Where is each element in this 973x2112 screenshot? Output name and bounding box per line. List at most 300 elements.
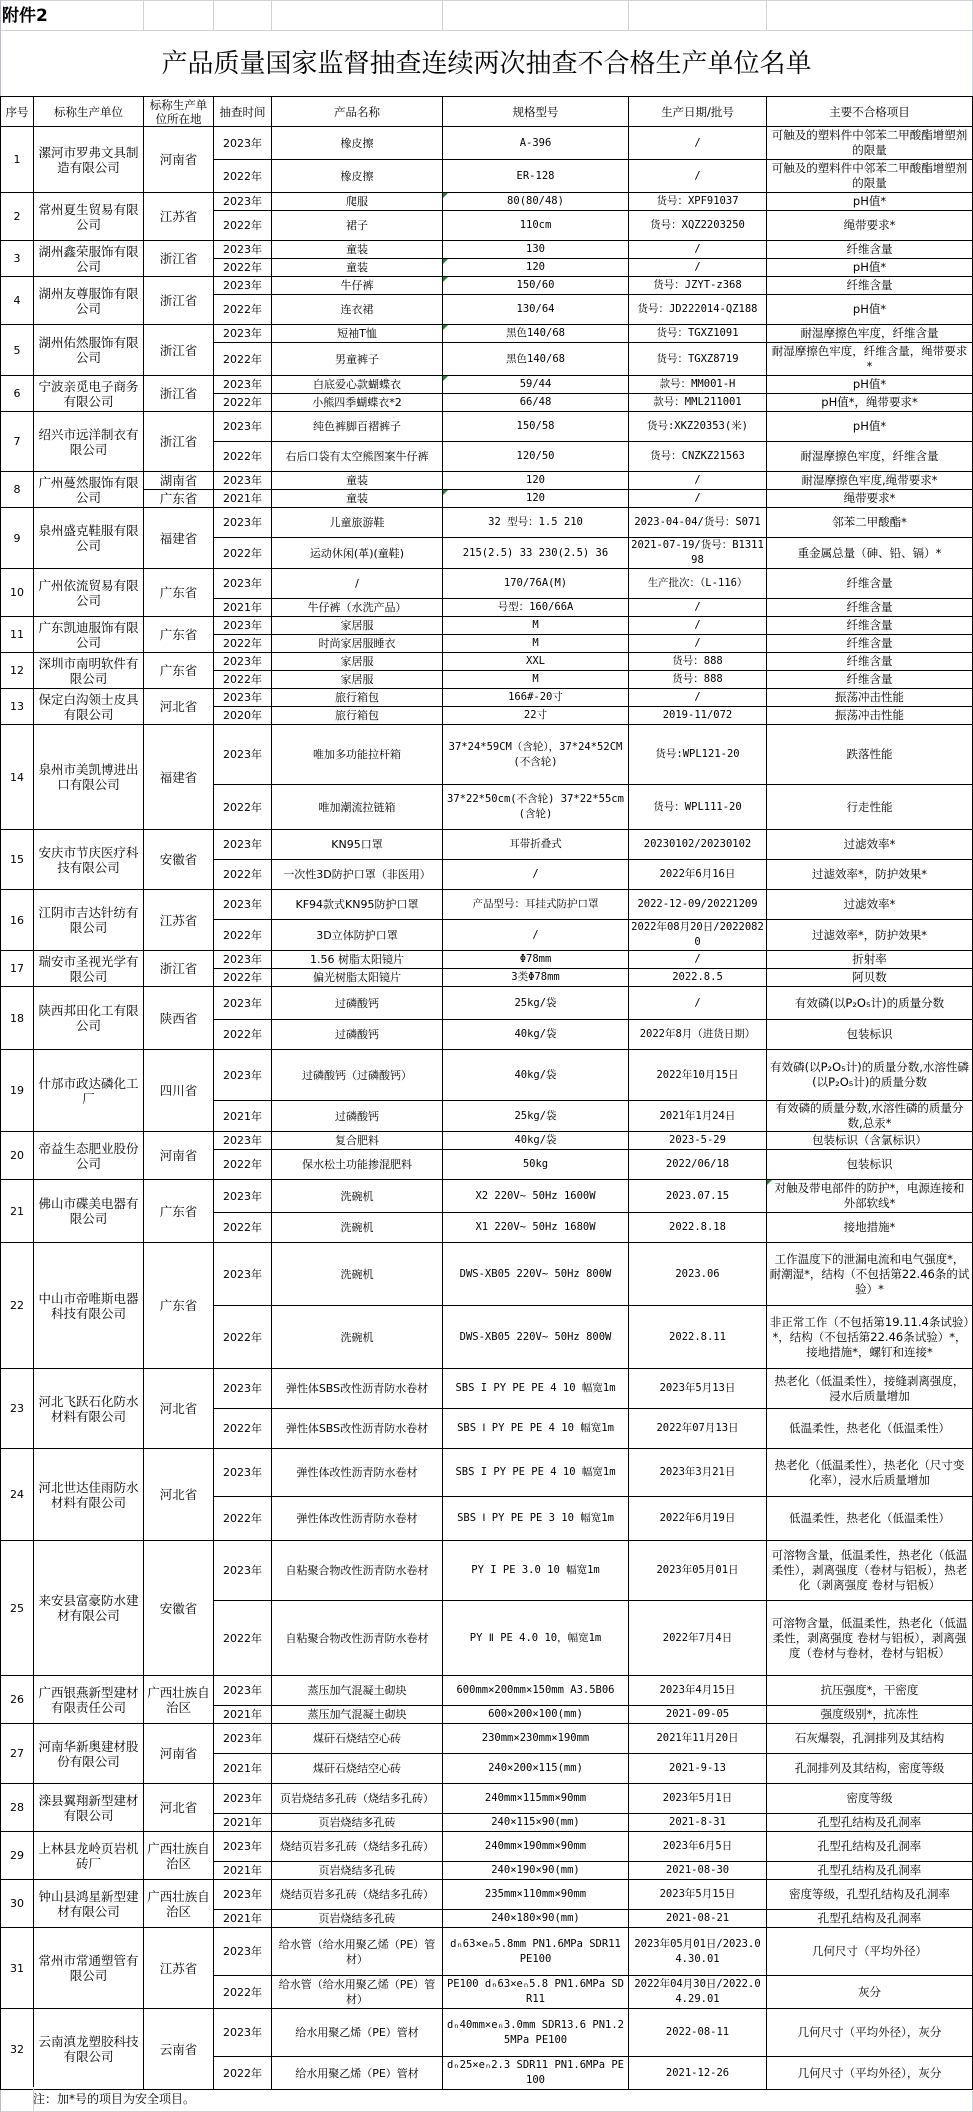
cell-no: 31 xyxy=(1,1928,34,2009)
table-row xyxy=(1,241,973,259)
cell-no: 5 xyxy=(1,325,34,376)
table-row xyxy=(1,1132,973,1150)
cell-province: 湖南省 xyxy=(144,472,214,490)
cell-spec: M xyxy=(443,671,629,689)
cell-province: 河南省 xyxy=(144,1724,214,1784)
cell-company: 广州蔓然服饰有限公司 xyxy=(34,472,144,508)
cell-product: 页岩烧结多孔砖 xyxy=(272,1862,443,1880)
cell-product: 旅行箱包 xyxy=(272,707,443,725)
cell-no: 22 xyxy=(1,1243,34,1369)
cell-defect: 跌落性能 xyxy=(767,725,973,785)
cell-defect: 有效磷(以P₂O₅计)的质量分数 xyxy=(767,987,973,1020)
cell-company: 江阴市吉达针纺有限公司 xyxy=(34,890,144,951)
cell-province: 广西壮族自治区 xyxy=(144,1676,214,1724)
table-row xyxy=(1,1724,973,1754)
cell-defect: 振荡冲击性能 xyxy=(767,707,973,725)
cell-batch: / xyxy=(629,689,767,707)
cell-no: 11 xyxy=(1,617,34,653)
cell-spec: 32 型号：1.5 210 xyxy=(443,508,629,538)
cell-spec: 50kg xyxy=(443,1150,629,1180)
cell-product: 烧结页岩多孔砖（烧结多孔砖） xyxy=(272,1832,443,1862)
cell-year: 2023年 xyxy=(214,987,272,1020)
cell-product: 连衣裙 xyxy=(272,295,443,325)
table-row xyxy=(1,569,973,599)
cell-defect: 耐湿摩擦色牢度，纤维含量 xyxy=(767,325,973,343)
cell-company: 河北世达佳雨防水材料有限公司 xyxy=(34,1449,144,1541)
cell-defect: 行走性能 xyxy=(767,785,973,830)
cell-product: 儿童旅游鞋 xyxy=(272,508,443,538)
cell-batch: 货号:XKZ20353(米) xyxy=(629,412,767,442)
cell-batch: 2023-5-29 xyxy=(629,1132,767,1150)
cell-year: 2023年 xyxy=(214,376,272,394)
cell-spec: PY Ⅱ PE 4.0 10，幅宽1m xyxy=(443,1601,629,1676)
table-row xyxy=(1,490,973,508)
cell-defect: 可触及的塑料件中邻苯二甲酸酯增塑剂的限量 xyxy=(767,160,973,193)
cell-no: 18 xyxy=(1,987,34,1050)
cell-defect: 几何尺寸（平均外径），灰分 xyxy=(767,2057,973,2090)
cell-company: 湖州友尊服饰有限公司 xyxy=(34,277,144,325)
cell-company: 上林县龙岭页岩机砖厂 xyxy=(34,1832,144,1880)
cell-batch: 2021-9-13 xyxy=(629,1754,767,1784)
noncompliant-producers-table xyxy=(0,96,973,2090)
cell-no: 15 xyxy=(1,830,34,890)
table-row xyxy=(1,325,973,343)
cell-company: 滦县翼翔新型建材有限公司 xyxy=(34,1784,144,1832)
cell-defect: 密度等级，孔型孔结构及孔洞率 xyxy=(767,1880,973,1910)
table-row xyxy=(1,1541,973,1601)
cell-product: 右后口袋有太空熊图案牛仔裤 xyxy=(272,442,443,472)
cell-year: 2023年 xyxy=(214,1880,272,1910)
cell-year: 2022年 xyxy=(214,785,272,830)
gridline xyxy=(0,30,973,31)
gridline xyxy=(766,0,767,30)
cell-year: 2022年 xyxy=(214,635,272,653)
cell-defect: 耐湿摩擦色牢度，纤维含量，绳带要求* xyxy=(767,343,973,376)
cell-year: 2023年 xyxy=(214,1676,272,1706)
cell-batch: 货号：888 xyxy=(629,671,767,689)
cell-product: 页岩烧结多孔砖 xyxy=(272,1814,443,1832)
cell-spec: 240×200×115(mm) xyxy=(443,1754,629,1784)
cell-spec: DWS-XB05 220V~ 50Hz 800W xyxy=(443,1243,629,1306)
cell-product: 保水松土功能掺混肥料 xyxy=(272,1150,443,1180)
cell-batch: 2023年6月5日 xyxy=(629,1832,767,1862)
cell-year: 2021年 xyxy=(214,1814,272,1832)
cell-product: 给水管（给水用聚乙烯（PE）管材） xyxy=(272,1928,443,1976)
cell-year: 2020年 xyxy=(214,707,272,725)
cell-product: 纯色裤脚百褶裤子 xyxy=(272,412,443,442)
table-row xyxy=(1,1180,973,1213)
cell-batch: 2023-04-04/货号：S071 xyxy=(629,508,767,538)
cell-spec: 240×115×90(mm) xyxy=(443,1814,629,1832)
cell-year: 2021年 xyxy=(214,1754,272,1784)
cell-no: 19 xyxy=(1,1050,34,1132)
cell-batch: 2023年05月01日 xyxy=(629,1541,767,1601)
cell-year: 2023年 xyxy=(214,830,272,860)
cell-product: 弹性体SBS改性沥青防水卷材 xyxy=(272,1369,443,1409)
cell-spec: 600mm×200mm×150mm A3.5B06 xyxy=(443,1676,629,1706)
cell-batch: / xyxy=(629,472,767,490)
table-row xyxy=(1,653,973,671)
column-header-product: 产品名称 xyxy=(272,97,443,127)
cell-province: 浙江省 xyxy=(144,277,214,325)
cell-defect: 几何尺寸（平均外径） xyxy=(767,1928,973,1976)
table-row xyxy=(1,508,973,538)
cell-batch: 货号：CNZKZ21563 xyxy=(629,442,767,472)
cell-defect: 孔洞排列及其结构，密度等级 xyxy=(767,1754,973,1784)
cell-product: 煤矸石烧结空心砖 xyxy=(272,1724,443,1754)
cell-defect: pH值* xyxy=(767,259,973,277)
cell-year: 2023年 xyxy=(214,1832,272,1862)
cell-company: 宁波亲觅电子商务有限公司 xyxy=(34,376,144,412)
cell-product: 唯加潮流拉链箱 xyxy=(272,785,443,830)
cell-year: 2023年 xyxy=(214,472,272,490)
cell-year: 2022年 xyxy=(214,920,272,951)
cell-year: 2022年 xyxy=(214,1409,272,1449)
cell-province: 浙江省 xyxy=(144,376,214,412)
cell-defect: 过滤效率*，防护效果* xyxy=(767,860,973,890)
cell-province: 广东省 xyxy=(144,1180,214,1243)
gridline xyxy=(442,0,443,30)
cell-product: 洗碗机 xyxy=(272,1213,443,1243)
column-header-defect: 主要不合格项目 xyxy=(767,97,973,127)
cell-company: 陕西邦田化工有限公司 xyxy=(34,987,144,1050)
cell-batch: / xyxy=(629,259,767,277)
cell-defect: 绳带要求* xyxy=(767,211,973,241)
cell-spec: 150/58 xyxy=(443,412,629,442)
cell-no: 26 xyxy=(1,1676,34,1724)
cell-batch: 货号：JZYT-z368 xyxy=(629,277,767,295)
cell-batch: 款号：MML211001 xyxy=(629,394,767,412)
cell-batch: 2023年3月21日 xyxy=(629,1449,767,1497)
cell-province: 安徽省 xyxy=(144,830,214,890)
table-row xyxy=(1,1449,973,1497)
cell-spec: XXL xyxy=(443,653,629,671)
cell-defect: pH值* xyxy=(767,376,973,394)
cell-batch: 货号:WPL121-20 xyxy=(629,725,767,785)
cell-product: 给水用聚乙烯（PE）管材 xyxy=(272,2009,443,2057)
cell-year: 2022年 xyxy=(214,211,272,241)
cell-spec: dₙ63×eₙ5.8mm PN1.6MPa SDR11 PE100 xyxy=(443,1928,629,1976)
cell-product: 1.56 树脂太阳镜片 xyxy=(272,951,443,969)
cell-spec: 120 xyxy=(443,259,629,277)
cell-spec: 240mm×190mm×90mm xyxy=(443,1832,629,1862)
cell-no: 7 xyxy=(1,412,34,472)
cell-company: 广东凯迪服饰有限公司 xyxy=(34,617,144,653)
cell-defect: 孔型孔结构及孔洞率 xyxy=(767,1814,973,1832)
cell-defect: 强度级别*，抗冻性 xyxy=(767,1706,973,1724)
cell-year: 2022年 xyxy=(214,160,272,193)
cell-product: 短袖T恤 xyxy=(272,325,443,343)
cell-spec: SBS Ⅰ PY PE PE 4 10 幅宽1m xyxy=(443,1409,629,1449)
column-header-no: 序号 xyxy=(1,97,34,127)
cell-province: 浙江省 xyxy=(144,412,214,472)
cell-province: 江苏省 xyxy=(144,890,214,951)
cell-province: 福建省 xyxy=(144,725,214,830)
cell-defect: 耐湿摩擦色牢度，纤维含量 xyxy=(767,442,973,472)
cell-company: 广州依流贸易有限公司 xyxy=(34,569,144,617)
cell-year: 2023年 xyxy=(214,1724,272,1754)
cell-year: 2023年 xyxy=(214,412,272,442)
cell-year: 2023年 xyxy=(214,325,272,343)
gridline xyxy=(0,0,973,1)
cell-batch: 2022年08月20日/20220820 xyxy=(629,920,767,951)
cell-year: 2022年 xyxy=(214,671,272,689)
cell-no: 1 xyxy=(1,127,34,193)
table-row xyxy=(1,1832,973,1862)
cell-no: 13 xyxy=(1,689,34,725)
cell-spec: DWS-XB05 220V~ 50Hz 800W xyxy=(443,1306,629,1369)
table-header-row xyxy=(1,97,973,127)
cell-product: 橡皮擦 xyxy=(272,160,443,193)
cell-no: 25 xyxy=(1,1541,34,1676)
cell-spec: M xyxy=(443,635,629,653)
cell-year: 2023年 xyxy=(214,617,272,635)
cell-batch: 货号：TGXZ8719 xyxy=(629,343,767,376)
cell-batch: 2021-8-31 xyxy=(629,1814,767,1832)
cell-product: 童装 xyxy=(272,472,443,490)
cell-product: 弹性体改性沥青防水卷材 xyxy=(272,1497,443,1541)
cell-province: 广东省 xyxy=(144,617,214,653)
cell-province: 福建省 xyxy=(144,508,214,569)
cell-province: 广西壮族自治区 xyxy=(144,1880,214,1928)
column-header-year: 抽查时间 xyxy=(214,97,272,127)
cell-year: 2022年 xyxy=(214,1213,272,1243)
cell-defect: 孔型孔结构及孔洞率 xyxy=(767,1910,973,1928)
cell-spec: ER-128 xyxy=(443,160,629,193)
cell-batch: 2023年4月15日 xyxy=(629,1676,767,1706)
cell-defect: 纤维含量 xyxy=(767,241,973,259)
cell-year: 2023年 xyxy=(214,1243,272,1306)
cell-product: 过磷酸钙（过磷酸钙） xyxy=(272,1050,443,1101)
cell-defect: 纤维含量 xyxy=(767,617,973,635)
cell-year: 2022年 xyxy=(214,2057,272,2090)
cell-province: 浙江省 xyxy=(144,241,214,277)
cell-year: 2023年 xyxy=(214,890,272,920)
cell-batch: 2022-12-09/20221209 xyxy=(629,890,767,920)
cell-company: 泉州市美凯博进出口有限公司 xyxy=(34,725,144,830)
cell-product: 复合肥料 xyxy=(272,1132,443,1150)
cell-batch: 2022年04月30日/2022.04.29.01 xyxy=(629,1976,767,2009)
cell-spec: 40kg/袋 xyxy=(443,1132,629,1150)
cell-no: 10 xyxy=(1,569,34,617)
cell-company: 深圳市南明软件有限公司 xyxy=(34,653,144,689)
cell-province: 安徽省 xyxy=(144,1541,214,1676)
cell-product: 蒸压加气混凝土砌块 xyxy=(272,1706,443,1724)
cell-company: 中山市帝唯斯电器科技有限公司 xyxy=(34,1243,144,1369)
cell-spec: 号型：160/66A xyxy=(443,599,629,617)
table-row xyxy=(1,193,973,211)
cell-defect: 孔型孔结构及孔洞率 xyxy=(767,1832,973,1862)
cell-spec: 37*24*59CM（含轮），37*24*52CM(不含轮) xyxy=(443,725,629,785)
cell-batch: 2022年6月19日 xyxy=(629,1497,767,1541)
cell-spec: 66/48 xyxy=(443,394,629,412)
cell-no: 17 xyxy=(1,951,34,987)
cell-spec: 120/50 xyxy=(443,442,629,472)
cell-product: 自粘聚合物改性沥青防水卷材 xyxy=(272,1601,443,1676)
cell-batch: / xyxy=(629,241,767,259)
cell-product: 自粘聚合物改性沥青防水卷材 xyxy=(272,1541,443,1601)
gridline xyxy=(143,0,144,30)
cell-product: 裙子 xyxy=(272,211,443,241)
footnote: 注：加*号的项目为安全项目。 xyxy=(33,2092,196,2106)
cell-spec: 170/76A(M) xyxy=(443,569,629,599)
cell-spec: 240×180×90(mm) xyxy=(443,1910,629,1928)
cell-defect: 热老化（低温柔性），接缝剥离强度，浸水后质量增加 xyxy=(767,1369,973,1409)
cell-batch: 货号：XQZ2203250 xyxy=(629,211,767,241)
cell-batch: / xyxy=(629,617,767,635)
cell-product: 小熊四季蝴蝶衣*2 xyxy=(272,394,443,412)
cell-product: 时尚家居服睡衣 xyxy=(272,635,443,653)
cell-company: 什邡市政达磷化工厂 xyxy=(34,1050,144,1132)
cell-batch: 2023年5月1日 xyxy=(629,1784,767,1814)
cell-product: 3D立体防护口罩 xyxy=(272,920,443,951)
table-row xyxy=(1,1676,973,1706)
cell-batch: 2022年8月（进货日期） xyxy=(629,1020,767,1050)
cell-spec: / xyxy=(443,920,629,951)
cell-defect: pH值* xyxy=(767,412,973,442)
cell-batch: 货号：XPF91037 xyxy=(629,193,767,211)
cell-spec: 产品型号：耳挂式防护口罩 xyxy=(443,890,629,920)
cell-year: 2022年 xyxy=(214,442,272,472)
table-row xyxy=(1,472,973,490)
gridline xyxy=(213,0,214,30)
cell-year: 2023年 xyxy=(214,1928,272,1976)
cell-year: 2022年 xyxy=(214,1306,272,1369)
cell-year: 2023年 xyxy=(214,1541,272,1601)
cell-year: 2022年 xyxy=(214,1020,272,1050)
cell-no: 23 xyxy=(1,1369,34,1449)
cell-batch: 2022.8.5 xyxy=(629,969,767,987)
cell-spec: 80(80/48) xyxy=(443,193,629,211)
cell-defect: 灰分 xyxy=(767,1976,973,2009)
cell-defect: 低温柔性，热老化（低温柔性） xyxy=(767,1497,973,1541)
cell-batch: / xyxy=(629,635,767,653)
column-header-batch: 生产日期/批号 xyxy=(629,97,767,127)
cell-defect: 纤维含量 xyxy=(767,599,973,617)
cell-defect: 对触及带电部件的防护*，电源连接和外部软线* xyxy=(767,1180,973,1213)
cell-spec: 110cm xyxy=(443,211,629,241)
cell-spec: 耳带折叠式 xyxy=(443,830,629,860)
cell-no: 16 xyxy=(1,890,34,951)
cell-company: 瑞安市圣视光学有限公司 xyxy=(34,951,144,987)
cell-product: 给水用聚乙烯（PE）管材 xyxy=(272,2057,443,2090)
cell-batch: / xyxy=(629,987,767,1020)
cell-spec: 25kg/袋 xyxy=(443,1101,629,1132)
cell-defect: 低温柔性，热老化（低温柔性） xyxy=(767,1409,973,1449)
cell-batch: / xyxy=(629,160,767,193)
cell-spec: / xyxy=(443,860,629,890)
cell-year: 2021年 xyxy=(214,1910,272,1928)
cell-product: 唯加多功能拉杆箱 xyxy=(272,725,443,785)
column-header-company: 标称生产单位 xyxy=(34,97,144,127)
cell-batch: 2022.8.18 xyxy=(629,1213,767,1243)
table-row xyxy=(1,725,973,785)
cell-spec: dₙ25×eₙ2.3 SDR11 PN1.6MPa PE100 xyxy=(443,2057,629,2090)
cell-spec: 600×200×100(mm) xyxy=(443,1706,629,1724)
cell-batch: 货号：888 xyxy=(629,653,767,671)
cell-province: 河北省 xyxy=(144,689,214,725)
table-row xyxy=(1,689,973,707)
table-row xyxy=(1,376,973,394)
cell-product: 偏光树脂太阳镜片 xyxy=(272,969,443,987)
cell-defect: 阿贝数 xyxy=(767,969,973,987)
cell-defect: 振荡冲击性能 xyxy=(767,689,973,707)
cell-company: 广西银燕新型建材有限责任公司 xyxy=(34,1676,144,1724)
cell-year: 2023年 xyxy=(214,193,272,211)
cell-spec: Φ78mm xyxy=(443,951,629,969)
cell-defect: 孔型孔结构及孔洞率 xyxy=(767,1862,973,1880)
cell-province: 河北省 xyxy=(144,1449,214,1541)
cell-no: 14 xyxy=(1,725,34,830)
cell-defect: 纤维含量 xyxy=(767,635,973,653)
cell-spec: X1 220V~ 50Hz 1680W xyxy=(443,1213,629,1243)
cell-batch: 20230102/20230102 xyxy=(629,830,767,860)
cell-year: 2023年 xyxy=(214,951,272,969)
cell-product: 蒸压加气混凝土砌块 xyxy=(272,1676,443,1706)
cell-spec: 40kg/袋 xyxy=(443,1050,629,1101)
cell-spec: SBS I PY PE PE 4 10 幅宽1m xyxy=(443,1369,629,1409)
cell-product: 页岩烧结多孔砖 xyxy=(272,1910,443,1928)
cell-province: 河北省 xyxy=(144,1369,214,1449)
cell-batch: 生产批次：（L-116） xyxy=(629,569,767,599)
cell-year: 2022年 xyxy=(214,259,272,277)
cell-year: 2022年 xyxy=(214,1497,272,1541)
cell-year: 2023年 xyxy=(214,277,272,295)
cell-defect: 重金属总量（砷、铅、镉）* xyxy=(767,538,973,569)
cell-province: 广东省 xyxy=(144,569,214,617)
cell-year: 2022年 xyxy=(214,860,272,890)
cell-defect: 有效磷的质量分数,水溶性磷的质量分数,总汞* xyxy=(767,1101,973,1132)
cell-product: 爬服 xyxy=(272,193,443,211)
cell-batch: 2021-07-19/货号：B131198 xyxy=(629,538,767,569)
table-row xyxy=(1,1243,973,1306)
cell-year: 2023年 xyxy=(214,241,272,259)
cell-province: 浙江省 xyxy=(144,951,214,987)
cell-no: 2 xyxy=(1,193,34,241)
cell-no: 29 xyxy=(1,1832,34,1880)
table-row xyxy=(1,1784,973,1814)
cell-defect: 过滤效率* xyxy=(767,890,973,920)
cell-no: 28 xyxy=(1,1784,34,1832)
cell-product: 童装 xyxy=(272,259,443,277)
cell-year: 2022年 xyxy=(214,1601,272,1676)
table-row xyxy=(1,987,973,1020)
cell-product: KN95口罩 xyxy=(272,830,443,860)
cell-defect: pH值* xyxy=(767,295,973,325)
cell-product: 给水管（给水用聚乙烯（PE）管材） xyxy=(272,1976,443,2009)
cell-spec: 黑色140/68 xyxy=(443,325,629,343)
cell-spec: dₙ40mm×eₙ3.0mm SDR13.6 PN1.25MPa PE100 xyxy=(443,2009,629,2057)
cell-spec: 150/60 xyxy=(443,277,629,295)
table-row xyxy=(1,1369,973,1409)
cell-year: 2023年 xyxy=(214,508,272,538)
cell-year: 2022年 xyxy=(214,969,272,987)
cell-product: 洗碗机 xyxy=(272,1180,443,1213)
cell-defect: 折射率 xyxy=(767,951,973,969)
cell-spec: 40kg/袋 xyxy=(443,1020,629,1050)
cell-product: 家居服 xyxy=(272,653,443,671)
cell-spec: 215(2.5) 33 230(2.5) 36 xyxy=(443,538,629,569)
cell-defect: 工作温度下的泄漏电流和电气强度*，耐潮湿*，结构（不包括第22.46条的试验）* xyxy=(767,1243,973,1306)
cell-product: 男童裤子 xyxy=(272,343,443,376)
cell-batch: 2022年07月13日 xyxy=(629,1409,767,1449)
cell-defect: 过滤效率*，防护效果* xyxy=(767,920,973,951)
cell-defect: 耐湿摩擦色牢度,绳带要求* xyxy=(767,472,973,490)
table-row xyxy=(1,412,973,442)
cell-spec: PE100 dₙ63×eₙ5.8 PN1.6MPa SDR11 xyxy=(443,1976,629,2009)
cell-province: 广东省 xyxy=(144,490,214,508)
cell-no: 9 xyxy=(1,508,34,569)
